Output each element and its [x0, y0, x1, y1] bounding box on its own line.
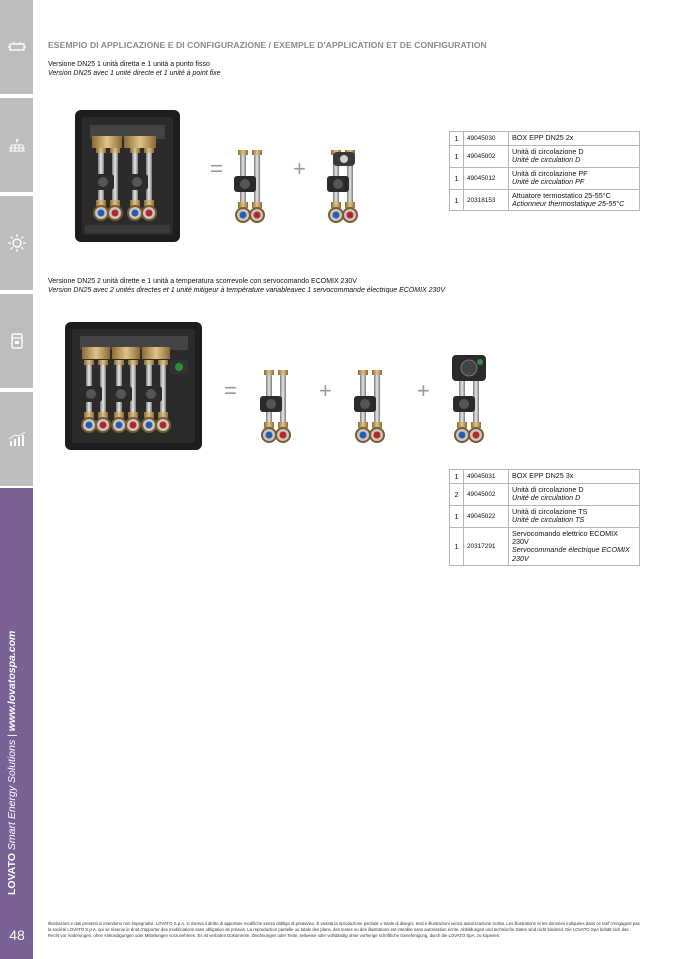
- brand-url[interactable]: www.lovatospa.com: [6, 630, 18, 732]
- description-cell: [509, 167, 640, 189]
- qty-cell: 1: [450, 470, 464, 484]
- description-it: Unità di circolazione TS: [512, 506, 588, 516]
- description-cell: [509, 470, 640, 484]
- code-cell: 49045012: [464, 167, 509, 189]
- code-cell: 20317291: [464, 527, 509, 566]
- example2-title-fr: Version DN25 avec 2 unités directes et 1 unité mitigeur à température variableavec 1 servocommande électrique ECOMIX 230V: [48, 286, 445, 294]
- unit-circulation-pf-image: [327, 150, 357, 222]
- legal-disclaimer: Illustrazioni e dati presenti si intendono non impegnativi. LOVATO S.p.A. si riserva il diritto di apportare modifiche senza obbligo di preavviso. È vietata la riproduzione parziale o totale di disegni, testi e illustrazioni senza autorizzazione scritta. Les illustrations et les données indiquées dans ce tarif n'engagent pas la société LOVATO S.p.A. qui se réserve le droit d'apporter des modifications sans obligation de préavis. La reproduction partielle ou totale des plans, des textes ou des illustrations est interdite sans autorisation écrite. Abbildungen und technische Daten sind nicht bindend. Die LOVATO SpA behält sich das Recht vor Änderungen, ohne Ankündigungen oder Mitteilungen vorzunehmen. Es ist verboten Dokumente, Zeichnungen oder Texte, teilweise oder vollständig ohne vorherige schriftliche Genehmigung, durch die LOVATO SpA, zu kopieren.: [48, 921, 640, 938]
- description-fr: Unité de circulation D: [512, 155, 581, 165]
- description-fr: Unité de circulation TS: [512, 515, 585, 525]
- description-it: Attuatore termostatico 25-55°C: [512, 190, 611, 200]
- example1-table: [449, 131, 640, 211]
- table-row: [450, 505, 640, 527]
- description-cell: [509, 146, 640, 168]
- description-cell: [509, 484, 640, 506]
- operator-equals-1: =: [210, 156, 223, 181]
- qty-cell: 1: [450, 132, 464, 146]
- description-it: Servocomando elettrico ECOMIX 230V: [512, 528, 618, 547]
- unit-circulation-d-image: [234, 150, 264, 222]
- description-cell: [509, 505, 640, 527]
- example1-title-fr: Version DN25 avec 1 unité directe et 1 unité à point fixe: [48, 69, 221, 77]
- operator-plus-3: +: [417, 378, 430, 403]
- code-cell: 49045031: [464, 470, 509, 484]
- qty-cell: 1: [450, 146, 464, 168]
- box-epp-dn25-2x-image: [75, 110, 180, 242]
- qty-cell: 1: [450, 527, 464, 566]
- brand-separator: |: [6, 731, 18, 740]
- table-row: [450, 527, 640, 566]
- description-it: Unità di circolazione D: [512, 147, 584, 156]
- table-row: [450, 470, 640, 484]
- description-cell: [509, 189, 640, 211]
- code-cell: 20318153: [464, 189, 509, 211]
- unit-circulation-d-2-image: [260, 370, 290, 442]
- operator-equals-2: =: [224, 378, 237, 403]
- description-it: BOX EPP DN25 2x: [512, 133, 574, 143]
- unit-circulation-ts-servomotor-image: [452, 355, 486, 442]
- table-row: [450, 146, 640, 168]
- example2-title: [48, 278, 445, 295]
- description-fr: Servocommande électrique ECOMIX 230V: [512, 545, 630, 563]
- operator-plus-1: +: [293, 156, 306, 181]
- page-number: 48: [9, 927, 25, 943]
- qty-cell: 1: [450, 189, 464, 211]
- code-cell: 49045002: [464, 146, 509, 168]
- description-fr: Actionneur thermostatique 25-55°C: [512, 199, 625, 209]
- table-row: [450, 484, 640, 506]
- operator-plus-2: +: [319, 378, 332, 403]
- qty-cell: 2: [450, 484, 464, 506]
- qty-cell: 1: [450, 167, 464, 189]
- description-cell: [509, 527, 640, 566]
- table-row: [450, 132, 640, 146]
- example2-title-it: Versione DN25 2 unità dirette e 1 unità a temperatura scorrevole con servocomando ECOMIX 230V: [48, 278, 357, 285]
- code-cell: 49045002: [464, 484, 509, 506]
- brand-tagline: Smart Energy Solutions: [6, 739, 18, 853]
- description-cell: [509, 132, 640, 146]
- table-row: [450, 167, 640, 189]
- description-it: Unità di circolazione D: [512, 485, 584, 494]
- table-row: [450, 189, 640, 211]
- description-it: Unità di circolazione PF: [512, 168, 588, 178]
- code-cell: 49045030: [464, 132, 509, 146]
- page-heading: ESEMPIO DI APPLICAZIONE E DI CONFIGURAZIONE / EXEMPLE D'APPLICATION ET DE CONFIGURATION: [48, 40, 487, 50]
- code-cell: 49045022: [464, 505, 509, 527]
- example1-title-it: Versione DN25 1 unità diretta e 1 unità a punto fisso: [48, 61, 210, 68]
- description-fr: Unité de circulation PF: [512, 177, 585, 187]
- description-fr: Unité de circulation D: [512, 493, 581, 503]
- description-it: BOX EPP DN25 3x: [512, 471, 574, 481]
- unit-circulation-d-3-image: [354, 370, 384, 442]
- qty-cell: 1: [450, 505, 464, 527]
- example2-table: [449, 469, 640, 566]
- brand-name: LOVATO: [6, 853, 18, 895]
- box-epp-dn25-3x-image: [65, 322, 202, 450]
